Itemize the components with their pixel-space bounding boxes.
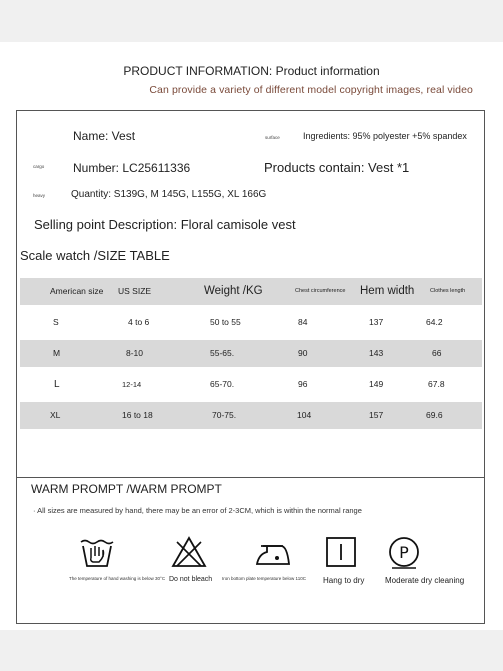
cell-american-size: L bbox=[54, 379, 60, 390]
care-dry-clean bbox=[354, 534, 454, 570]
size-table bbox=[20, 278, 482, 429]
product-number: Number: LC25611336 bbox=[73, 161, 191, 175]
warm-prompt-title: WARM PROMPT /WARM PROMPT bbox=[31, 482, 222, 496]
product-contains: Products contain: Vest *1 bbox=[264, 160, 410, 175]
selling-point: Selling point Description: Floral camisole vest bbox=[34, 217, 296, 232]
cell-chest: 104 bbox=[297, 410, 312, 420]
cell-weight: 55-65. bbox=[210, 348, 235, 358]
page-title: PRODUCT INFORMATION: Product information bbox=[123, 64, 380, 78]
dry-clean-icon bbox=[384, 534, 424, 570]
cell-hem-width: 137 bbox=[369, 317, 384, 327]
warm-prompt-note: · All sizes are measured by hand, there may be an error of 2-3CM, which is within the normal range bbox=[33, 506, 362, 515]
size-table-title: Scale watch /SIZE TABLE bbox=[20, 248, 174, 263]
surface-tag: surface bbox=[265, 135, 280, 140]
warm-prompt-box bbox=[16, 462, 485, 624]
cell-weight: 70-75. bbox=[212, 410, 237, 420]
iron-icon bbox=[253, 534, 293, 570]
cell-chest: 90 bbox=[298, 348, 308, 358]
header-clothes-length: Clothes length bbox=[430, 288, 466, 294]
cell-chest: 96 bbox=[298, 379, 308, 389]
cell-hem-width: 157 bbox=[369, 410, 384, 420]
product-sheet bbox=[0, 42, 503, 630]
cell-weight: 65-70. bbox=[210, 379, 235, 389]
no-bleach-icon bbox=[169, 534, 209, 570]
cell-us-size: 8-10 bbox=[126, 348, 144, 358]
svg-text:P: P bbox=[399, 543, 409, 562]
product-ingredients: Ingredients: 95% polyester +5% spandex bbox=[303, 131, 467, 141]
table-row bbox=[20, 371, 482, 398]
cell-clothes-length: 67.8 bbox=[428, 379, 445, 389]
table-row bbox=[20, 340, 482, 367]
cell-hem-width: 143 bbox=[369, 348, 384, 358]
care-dry-clean-label: Moderate dry cleaning bbox=[385, 576, 465, 585]
header-us-size: US SIZE bbox=[118, 286, 152, 296]
cell-clothes-length: 66 bbox=[432, 348, 442, 358]
cell-american-size: M bbox=[53, 348, 61, 358]
cell-us-size: 16 to 18 bbox=[122, 410, 153, 420]
cell-us-size: 4 to 6 bbox=[128, 317, 150, 327]
care-hang-dry-label: Hang to dry bbox=[323, 576, 365, 585]
product-name: Name: Vest bbox=[73, 129, 136, 143]
page-subtitle: Can provide a variety of different model copyright images, real video bbox=[149, 84, 473, 96]
heavy-tag: heavy bbox=[33, 193, 46, 198]
header-weight: Weight /KG bbox=[204, 285, 263, 297]
hand-wash-icon bbox=[77, 534, 117, 570]
product-quantity: Quantity: S139G, M 145G, L155G, XL 166G bbox=[71, 189, 267, 200]
care-hand-wash bbox=[47, 534, 147, 570]
cell-american-size: XL bbox=[50, 410, 61, 420]
cell-hem-width: 149 bbox=[369, 379, 384, 389]
care-iron-label: Iron bottom plate temperature below 110C bbox=[222, 576, 306, 581]
care-no-bleach-label: Do not bleach bbox=[169, 576, 213, 583]
table-row bbox=[20, 309, 482, 336]
cell-chest: 84 bbox=[298, 317, 308, 327]
cell-weight: 50 to 55 bbox=[210, 317, 241, 327]
cell-american-size: S bbox=[53, 317, 59, 327]
header-hem-width: Hem width bbox=[360, 285, 415, 297]
cargo-tag: cargo bbox=[33, 164, 45, 169]
cell-us-size: 12-14 bbox=[122, 380, 142, 389]
header-chest: Chest circumference bbox=[295, 288, 346, 294]
header-american-size: American size bbox=[50, 286, 104, 296]
cell-clothes-length: 69.6 bbox=[426, 410, 443, 420]
table-row bbox=[20, 402, 482, 429]
care-hand-wash-label: The temperature of hand washing is below 30°C bbox=[69, 576, 166, 581]
cell-clothes-length: 64.2 bbox=[426, 317, 443, 327]
table-header-row bbox=[20, 278, 482, 305]
